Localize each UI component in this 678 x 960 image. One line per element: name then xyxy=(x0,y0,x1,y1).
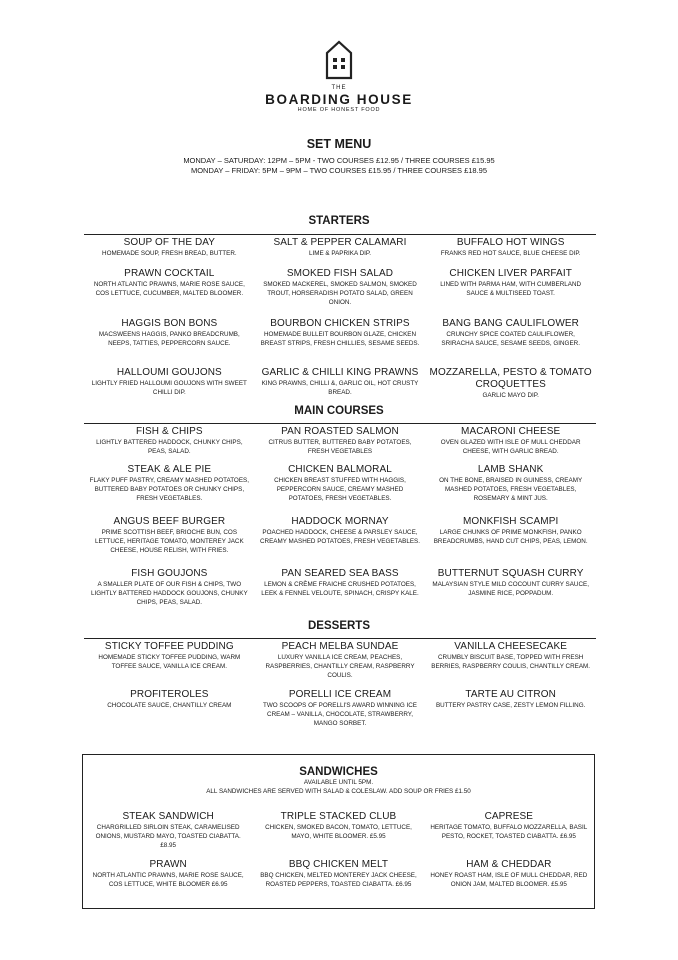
menu-item xyxy=(84,689,255,744)
menu-item-desc: NORTH ATLANTIC PRAWNS, MARIE ROSE SAUCE, COS LETTUCE, CUCUMBER, MALTED BLOOMER. xyxy=(93,281,245,297)
menu-item xyxy=(84,268,255,318)
menu-item-desc: CITRUS BUTTER, BUTTERED BABY POTATOES, FRESH VEGETABLES xyxy=(268,439,412,455)
sandwiches-title: SANDWICHES xyxy=(299,766,378,778)
menu-item-name: PRAWN COCKTAIL xyxy=(124,268,215,279)
desserts-title: DESSERTS xyxy=(308,620,370,632)
menu-item-name: SOUP OF THE DAY xyxy=(123,237,216,248)
menu-item xyxy=(425,464,596,516)
menu-item-desc: SMOKED MACKEREL, SMOKED SALMON, SMOKED TROUT, HORSERADISH POTATO SALAD, GREEN ONION. xyxy=(263,281,417,306)
menu-item-name: BUFFALO HOT WINGS xyxy=(456,237,565,248)
menu-item-desc: LIGHTLY BATTERED HADDOCK, CHUNKY CHIPS, PEAS, SALAD. xyxy=(96,439,243,455)
menu-item-name: HAM & CHEDDAR xyxy=(466,859,552,870)
set-menu-line-2: MONDAY – FRIDAY: 5PM – 9PM – TWO COURSES £15.95 / THREE COURSES £18.95 xyxy=(190,166,488,175)
menu-item-name: TARTE AU CITRON xyxy=(465,689,556,700)
desserts-grid xyxy=(84,641,596,744)
menu-item-desc: TWO SCOOPS OF PORELLI'S AWARD WINNING ICE CREAM – VANILLA, CHOCOLATE, STRAWBERRY, MANGO SORBET. xyxy=(263,702,417,727)
menu-item-name: PORELLI ICE CREAM xyxy=(288,689,392,700)
menu-item-name: STEAK & ALE PIE xyxy=(127,464,212,475)
menu-item-desc: MALAYSIAN STYLE MILD COCOUNT CURRY SAUCE, JASMINE RICE, POPPADUM. xyxy=(432,581,589,597)
sandwiches-grid xyxy=(83,811,594,907)
menu-item xyxy=(83,811,253,859)
brand-logo xyxy=(0,40,678,114)
sandwiches-note: ALL SANDWICHES ARE SERVED WITH SALAD & COLESLAW. ADD SOUP OR FRIES £1.50 xyxy=(206,787,471,795)
menu-item xyxy=(255,516,426,568)
menu-item-name: FISH & CHIPS xyxy=(135,426,203,437)
menu-item-name: GARLIC & CHILLI KING PRAWNS xyxy=(261,367,419,378)
menu-item-desc: CRUMBLY BISCUIT BASE, TOPPED WITH FRESH BERRIES, RASPBERRY COULIS, CHANTILLY CREAM. xyxy=(431,654,591,670)
starters-divider xyxy=(84,234,596,235)
menu-item-desc: LARGE CHUNKS OF PRIME MONKFISH, PANKO BREADCRUMBS, HAND CUT CHIPS, PEAS, LEMON. xyxy=(433,529,588,545)
menu-item-name: FISH GOUJONS xyxy=(131,568,208,579)
menu-item-desc: CRUNCHY SPICE COATED CAULIFLOWER, SRIRACHA SAUCE, SESAME SEEDS, GINGER. xyxy=(441,331,580,347)
menu-item-desc: LINED WITH PARMA HAM, WITH CUMBERLAND SAUCE & MULTISEED TOAST. xyxy=(440,281,582,297)
menu-item-name: VANILLA CHEESECAKE xyxy=(454,641,568,652)
menu-item-name: HAGGIS BON BONS xyxy=(121,318,218,329)
menu-item xyxy=(84,641,255,689)
menu-item-desc: FRANKS RED HOT SAUCE, BLUE CHEESE DIP. xyxy=(440,250,581,257)
menu-item xyxy=(255,464,426,516)
menu-item-name: CHICKEN LIVER PARFAIT xyxy=(449,268,572,279)
menu-item xyxy=(84,367,255,407)
menu-item-desc: A SMALLER PLATE OF OUR FISH & CHIPS, TWO LIGHTLY BATTERED HADDOCK GOUJONS, CHUNKY CHIPS, PEAS, SALAD. xyxy=(90,581,248,606)
menu-item xyxy=(424,859,594,907)
menu-item-name: STICKY TOFFEE PUDDING xyxy=(104,641,234,652)
menu-item-name: MOZZARELLA, PESTO & TOMATO CROQUETTES xyxy=(429,367,592,390)
menu-item-desc: LIME & PAPRIKA DIP. xyxy=(308,250,372,257)
menu-item-desc: BUTTERY PASTRY CASE, ZESTY LEMON FILLING. xyxy=(435,702,586,709)
menu-item xyxy=(425,237,596,268)
menu-item-desc: CHICKEN, SMOKED BACON, TOMATO, LETTUCE, MAYO, WHITE BLOOMER. £5.95 xyxy=(265,824,412,840)
menu-item-desc: KING PRAWNS, CHILLI &, GARLIC OIL, HOT CRUSTY BREAD. xyxy=(261,380,419,396)
menu-item xyxy=(84,237,255,268)
menu-item-desc: POACHED HADDOCK, CHEESE & PARSLEY SAUCE, CREAMY MASHED POTATOES, FRESH VEGETABLES. xyxy=(259,529,420,545)
menu-item-name: CHICKEN BALMORAL xyxy=(288,464,392,475)
menu-item-desc: CHARGRILLED SIRLOIN STEAK, CARAMELISED ONIONS, MUSTARD MAYO, TOASTED CIABATTA. £8.95 xyxy=(95,824,241,849)
menu-item xyxy=(84,426,255,464)
menu-item xyxy=(255,318,426,367)
set-menu-line-1: MONDAY – SATURDAY: 12PM – 5PM - TWO COURSES £12.95 / THREE COURSES £15.95 xyxy=(183,156,495,165)
mains-title: MAIN COURSES xyxy=(294,405,384,417)
desserts-divider xyxy=(84,638,596,639)
menu-item-desc: BBQ CHICKEN, MELTED MONTEREY JACK CHEESE, ROASTED PEPPERS, TOASTED CIABATTA. £6.95 xyxy=(260,872,417,888)
set-menu-header xyxy=(0,137,678,176)
house-icon xyxy=(325,40,353,80)
menu-item-desc: CHICKEN BREAST STUFFED WITH HAGGIS, PEPPERCORN SAUCE, CREAMY MASHED POTATOES, FRESH VEGETABLES. xyxy=(274,477,406,502)
menu-item xyxy=(424,811,594,859)
mains-grid xyxy=(84,426,596,613)
menu-item xyxy=(253,811,423,859)
set-menu-title: SET MENU xyxy=(306,137,372,151)
menu-item xyxy=(425,641,596,689)
menu-item xyxy=(425,568,596,613)
menu-item xyxy=(425,689,596,744)
menu-item-desc: HOMEMADE BULLEIT BOURBON GLAZE, CHICKEN BREAST STRIPS, FRESH CHILLIES, SESAME SEEDS. xyxy=(260,331,420,347)
sandwiches-header xyxy=(83,765,594,796)
menu-item xyxy=(84,516,255,568)
menu-item xyxy=(425,318,596,367)
menu-item-name: TRIPLE STACKED CLUB xyxy=(280,811,397,822)
menu-item-desc: OVEN GLAZED WITH ISLE OF MULL CHEDDAR CHEESE, WITH GARLIC BREAD. xyxy=(440,439,581,455)
menu-item-desc: HONEY ROAST HAM, ISLE OF MULL CHEDDAR, RED ONION JAM, MALTED BLOOMER. £5.95 xyxy=(430,872,588,888)
menu-item-name: BBQ CHICKEN MELT xyxy=(288,859,389,870)
menu-item xyxy=(255,426,426,464)
menu-item-name: SMOKED FISH SALAD xyxy=(286,268,394,279)
menu-item-name: BOURBON CHICKEN STRIPS xyxy=(270,318,410,329)
menu-item-name: PAN ROASTED SALMON xyxy=(281,426,399,437)
menu-item-desc: CHOCOLATE SAUCE, CHANTILLY CREAM xyxy=(107,702,232,709)
menu-item xyxy=(255,268,426,318)
brand-tagline: HOME OF HONEST FOOD xyxy=(297,107,381,113)
menu-item xyxy=(255,237,426,268)
starters-grid xyxy=(84,237,596,407)
menu-item xyxy=(84,568,255,613)
mains-divider xyxy=(84,423,596,424)
menu-item-name: MONKFISH SCAMPI xyxy=(462,516,559,527)
menu-item xyxy=(253,859,423,907)
menu-item-name: LAMB SHANK xyxy=(477,464,544,475)
menu-item-name: HALLOUMI GOUJONS xyxy=(116,367,222,378)
menu-item-desc: MACSWEENS HAGGIS, PANKO BREADCRUMB, NEEPS, TATTIES, PEPPERCORN SAUCE. xyxy=(98,331,240,347)
menu-item xyxy=(84,318,255,367)
menu-item-name: HADDOCK MORNAY xyxy=(291,516,389,527)
menu-item-name: SALT & PEPPER CALAMARI xyxy=(273,237,407,248)
menu-item-desc: LEMON & CRÈME FRAICHE CRUSHED POTATOES, LEEK & FENNEL VELOUTE, SPINACH, CRISPY KALE. xyxy=(261,581,419,597)
menu-item xyxy=(425,426,596,464)
menu-item-name: CAPRESE xyxy=(484,811,534,822)
menu-item xyxy=(255,367,426,407)
menu-item-desc: GARLIC MAYO DIP. xyxy=(482,392,539,399)
sandwiches-box xyxy=(82,754,595,909)
menu-item-name: PROFITEROLES xyxy=(130,689,209,700)
menu-item-desc: LUXURY VANILLA ICE CREAM, PEACHES, RASPBERRIES, CHANTILLY CREAM, RASPBERRY COULIS. xyxy=(265,654,415,679)
menu-item xyxy=(425,516,596,568)
menu-item-name: PAN SEARED SEA BASS xyxy=(281,568,399,579)
brand-name: BOARDING HOUSE xyxy=(265,92,413,107)
menu-item-desc: PRIME SCOTTISH BEEF, BRIOCHE BUN, COS LETTUCE, HERITAGE TOMATO, MONTEREY JACK CHEESE, HOUSE RELISH, WITH FRIES. xyxy=(94,529,244,554)
starters-title: STARTERS xyxy=(308,215,370,227)
menu-item-name: PRAWN xyxy=(149,859,187,870)
menu-item-name: BANG BANG CAULIFLOWER xyxy=(442,318,579,329)
menu-item xyxy=(255,641,426,689)
menu-item-desc: LIGHTLY FRIED HALLOUMI GOUJONS WITH SWEET CHILLI DIP. xyxy=(91,380,247,396)
menu-item-desc: HERITAGE TOMATO, BUFFALO MOZZARELLA, BASIL PESTO, ROCKET, TOASTED CIABATTA. £6.95 xyxy=(430,824,588,840)
menu-item xyxy=(255,689,426,744)
menu-item xyxy=(255,568,426,613)
menu-item-desc: NORTH ATLANTIC PRAWNS, MARIE ROSE SAUCE, COS LETTUCE, WHITE BLOOMER £6.95 xyxy=(92,872,244,888)
menu-item xyxy=(84,464,255,516)
brand-the: THE xyxy=(331,85,347,91)
menu-item-desc: FLAKY PUFF PASTRY, CREAMY MASHED POTATOES, BUTTERED BABY POTATOES OR CHUNKY CHIPS, FRESH VEGETABLES. xyxy=(89,477,249,502)
menu-item xyxy=(83,859,253,907)
menu-item-name: PEACH MELBA SUNDAE xyxy=(281,641,399,652)
menu-item-desc: HOMEMADE STICKY TOFFEE PUDDING, WARM TOFFEE SAUCE, VANILLA ICE CREAM. xyxy=(98,654,241,670)
menu-item-name: BUTTERNUT SQUASH CURRY xyxy=(437,568,584,579)
menu-item xyxy=(425,268,596,318)
menu-item-name: ANGUS BEEF BURGER xyxy=(113,516,226,527)
menu-item-desc: ON THE BONE, BRAISED IN GUINESS, CREAMY MASHED POTATOES, FRESH VEGETABLES, ROSEMARY & MINT JUS. xyxy=(439,477,583,502)
menu-item xyxy=(425,367,596,407)
menu-item-name: MACARONI CHEESE xyxy=(461,426,561,437)
menu-item-name: STEAK SANDWICH xyxy=(122,811,214,822)
menu-item-desc: HOMEMADE SOUP, FRESH BREAD, BUTTER. xyxy=(102,250,237,257)
sandwiches-availability: AVAILABLE UNTIL 5PM. xyxy=(303,779,374,786)
